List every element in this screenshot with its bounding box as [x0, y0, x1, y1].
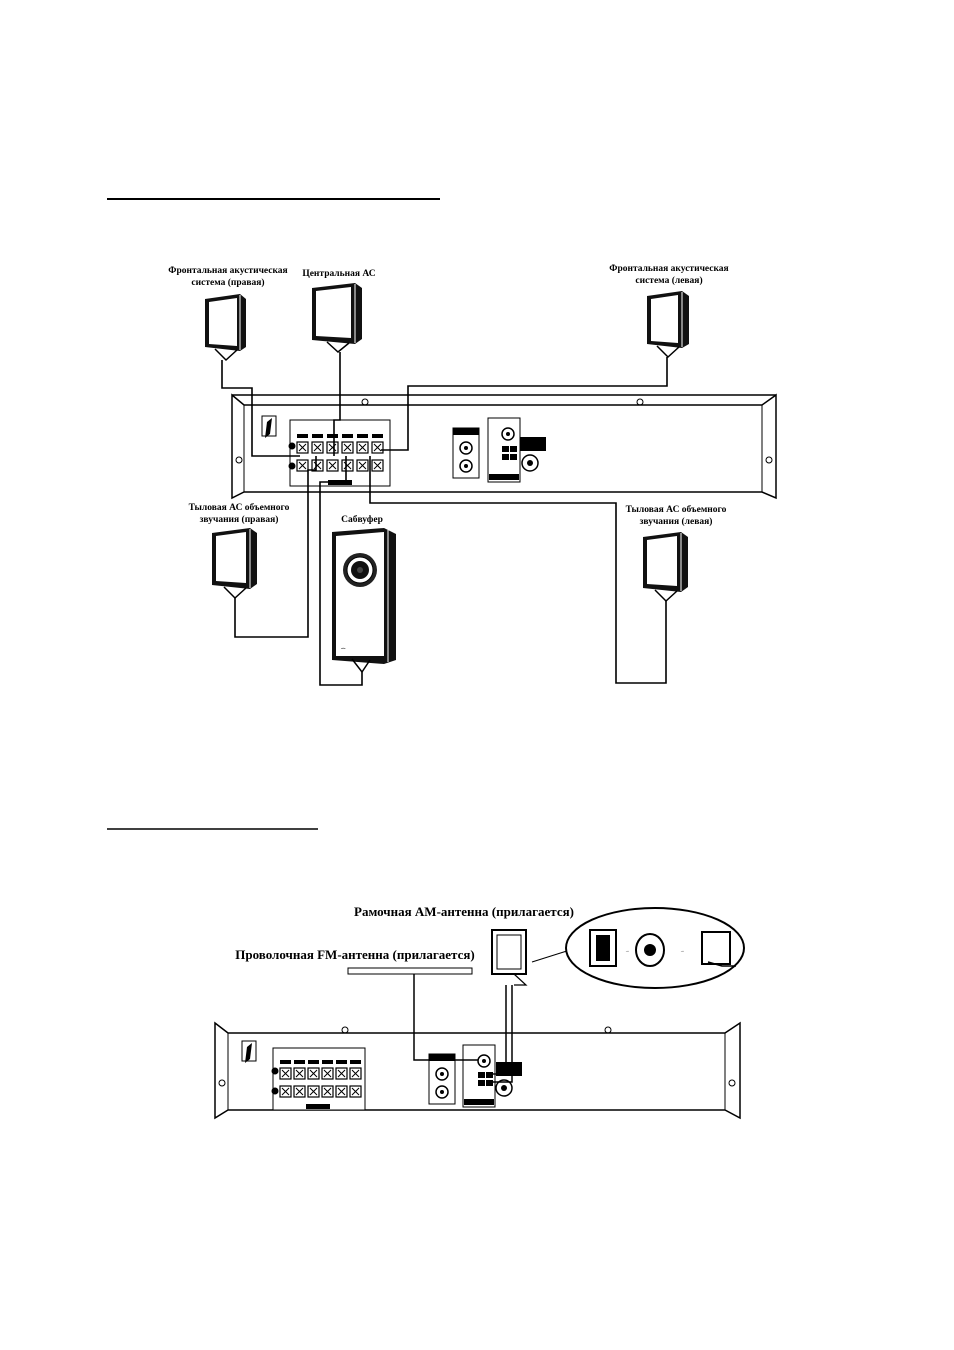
front-right-speaker — [205, 294, 246, 360]
front-right-speaker-label-2: система (правая) — [191, 278, 265, 288]
subwoofer-label: Сабвуфер — [341, 515, 383, 525]
front-left-speaker-label: Фронтальная акустическая — [609, 264, 729, 274]
rear-left-speaker-label-2: звучания (левая) — [639, 517, 713, 527]
rear-right-speaker-label-2: звучания (правая) — [199, 515, 279, 525]
front-left-speaker — [647, 291, 689, 357]
svg-text:→: → — [625, 948, 630, 953]
center-speaker — [312, 283, 362, 352]
antenna-connection-diagram — [215, 904, 744, 1118]
svg-text:→: → — [680, 948, 685, 953]
svg-text:⌒: ⌒ — [341, 648, 346, 653]
fm-antenna-label: Проволочная FM-антенна (прилагается) — [235, 947, 475, 962]
am-antenna-label: Рамочная AM-антенна (прилагается) — [354, 904, 574, 919]
am-antenna-assembly-bubble — [532, 908, 744, 988]
front-right-speaker-label: Фронтальная акустическая — [168, 266, 288, 276]
speaker-wires — [222, 352, 667, 685]
receiver-rear-panel-speakers — [232, 395, 776, 498]
front-left-speaker-label-2: система (левая) — [635, 276, 703, 286]
center-speaker-label: Центральная АС — [302, 269, 376, 279]
rear-right-speaker — [212, 528, 257, 598]
am-loop-antenna — [492, 930, 526, 985]
receiver-rear-panel-antenna — [215, 1023, 740, 1118]
rear-left-speaker-label: Тыловая АС объемного — [625, 505, 727, 515]
rear-right-speaker-label: Тыловая АС объемного — [188, 503, 290, 513]
rear-left-speaker — [643, 532, 688, 601]
speaker-connection-diagram — [168, 264, 776, 685]
subwoofer — [332, 528, 396, 672]
fm-wire-antenna — [348, 968, 472, 974]
